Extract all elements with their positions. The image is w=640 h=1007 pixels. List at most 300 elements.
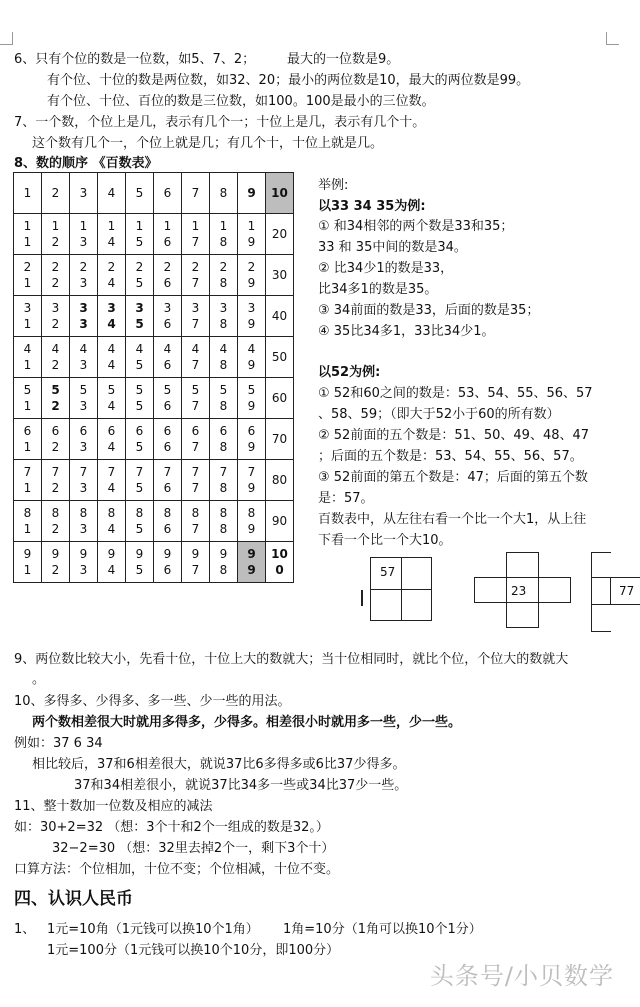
hundred-table-cell <box>126 501 154 542</box>
hundred-table-cell <box>42 460 70 501</box>
hundred-table-digit: 1 <box>191 219 200 233</box>
puzzle-grid-3 <box>591 552 640 632</box>
hundred-table-cell <box>126 337 154 378</box>
puzzle1-number: 57 <box>380 565 396 579</box>
puzzle2-cell-right <box>538 577 571 603</box>
hundred-table-digit: 2 <box>135 260 144 274</box>
hundred-table-digit: 9 <box>247 522 256 536</box>
hundred-table-digit: 2 <box>51 481 60 495</box>
hundred-table-cell <box>238 378 266 419</box>
hundred-table-digit: 3 <box>51 301 60 315</box>
hundred-table-digit: 9 <box>79 547 88 561</box>
hundred-table-cell <box>98 460 126 501</box>
hundred-table-digit: 8 <box>191 506 200 520</box>
hundred-table-digit: 4 <box>107 276 116 290</box>
hundred-table-digit: 1 <box>23 219 32 233</box>
hundred-table-row <box>14 378 294 419</box>
e33-line1: ① 和34相邻的两个数是33和35； <box>318 219 514 234</box>
hundred-table-cell <box>210 460 238 501</box>
hundred-table-digit: 2 <box>51 522 60 536</box>
hundred-table-digit: 4 <box>107 317 116 331</box>
e52-line1: ① 52和60之间的数是：53、54、55、56、57 <box>318 386 593 401</box>
s8-title: 8、数的顺序 《百数表》 <box>14 156 158 171</box>
hundred-table-row <box>14 460 294 501</box>
hundred-table-cell <box>126 460 154 501</box>
hundred-table-cell <box>266 501 294 542</box>
hundred-table-digit: 3 <box>79 358 88 372</box>
puzzle3-cell-top <box>591 552 611 578</box>
hundred-table-digit: 8 <box>219 481 228 495</box>
hundred-table-digit: 4 <box>107 440 116 454</box>
hundred-table-digit: 8 <box>107 506 116 520</box>
puzzle1-cell-bl <box>370 589 402 621</box>
puzzle1-cell-tl <box>370 557 402 590</box>
hundred-table-digit: 6 <box>219 424 228 438</box>
hundred-table-digit: 5 <box>219 383 228 397</box>
hundred-table-cell <box>98 337 126 378</box>
hundred-table-cell <box>70 214 98 255</box>
hundred-table-digit: 1 <box>135 219 144 233</box>
hundred-table-cell <box>154 214 182 255</box>
s10-line3: 例如：37 6 34 <box>14 736 103 751</box>
hundred-table-digit: 2 <box>247 260 256 274</box>
hundred-table-digit: 3 <box>79 235 88 249</box>
hundred-table-cell <box>210 542 238 583</box>
hundred-table-digit: 9 <box>247 399 256 413</box>
hundred-table-digit: 4 <box>107 186 116 200</box>
hundred-table-cell <box>14 501 42 542</box>
hundred-table-digit: 7 <box>51 465 60 479</box>
hundred-table-cell <box>126 296 154 337</box>
hundred-table-cell <box>98 296 126 337</box>
hundred-table-digit: 6 <box>107 424 116 438</box>
hundred-table-cell <box>126 419 154 460</box>
hundred-table-cell <box>14 255 42 296</box>
hundred-table-digit: 7 <box>191 276 200 290</box>
hundred-table-digit: 8 <box>163 506 172 520</box>
hundred-table-digit: 3 <box>79 399 88 413</box>
s10-line4: 相比较后，37和6相差很大，就说37比6多得多或6比37少得多。 <box>32 757 406 772</box>
money-line2: 1元=100分（1元钱可以换10个10分，即100分） <box>47 943 340 958</box>
hundred-table-digit: 2 <box>163 260 172 274</box>
hundred-table-digit: 8 <box>219 186 228 200</box>
hundred-table-digit: 9 <box>247 276 256 290</box>
hundred-table-digit: 7 <box>191 186 200 200</box>
hundred-table-digit: 8 <box>219 563 228 577</box>
hundred-table-digit: 8 <box>51 506 60 520</box>
hundred-table-digit: 2 <box>51 186 60 200</box>
hundred-table-digit: 9 <box>247 317 256 331</box>
hundred-table-digit: 5 <box>79 383 88 397</box>
hundred-table-digit: 2 <box>51 235 60 249</box>
hundred-table-cell <box>42 214 70 255</box>
hundred-table-digit: 8 <box>219 358 228 372</box>
hundred-table-cell <box>70 460 98 501</box>
hundred-table-digit: 7 <box>191 563 200 577</box>
e52-line3: ② 52前面的五个数是：51、50、49、48、47 <box>318 428 590 443</box>
hundred-table-digit: 7 <box>191 522 200 536</box>
hundred-table-digit: 6 <box>163 358 172 372</box>
s11-line4: 口算方法：个位相加，十位不变；个位相减，十位不变。 <box>14 862 340 877</box>
hundred-table-cell <box>70 255 98 296</box>
hundred-table-digit: 4 <box>107 563 116 577</box>
e33-line4: 比34多1的数是35。 <box>318 282 438 297</box>
hundred-table-digit: 4 <box>135 342 144 356</box>
hundred-table-digit: 9 <box>247 440 256 454</box>
hundred-table-digit: 6 <box>51 424 60 438</box>
hundred-table-digit: 3 <box>79 186 88 200</box>
hundred-table-digit: 3 <box>107 301 116 315</box>
puzzle1-cell-tr <box>401 557 432 590</box>
puzzle2-number: 23 <box>511 584 527 598</box>
e33-line3: ② 比34少1的数是33， <box>318 261 454 276</box>
hundred-table-cell <box>210 214 238 255</box>
hundred-table-digit: 1 <box>51 219 60 233</box>
hundred-table-digit: 3 <box>135 301 144 315</box>
hundred-table-cell <box>210 378 238 419</box>
hundred-table-digit: 3 <box>79 522 88 536</box>
hundred-table-digit: 8 <box>219 399 228 413</box>
hundred-table-digit: 30 <box>271 268 288 282</box>
hundred-table-digit: 2 <box>51 358 60 372</box>
hundred-table-digit: 8 <box>219 317 228 331</box>
hundred-table-digit: 2 <box>51 317 60 331</box>
hundred-table-digit: 4 <box>79 342 88 356</box>
hundred-table-digit: 6 <box>163 186 172 200</box>
hundred-table-cell <box>154 501 182 542</box>
hundred-table-digit: 9 <box>23 547 32 561</box>
hundred-table-digit: 6 <box>163 481 172 495</box>
hundred-table-digit: 1 <box>79 219 88 233</box>
hundred-table-cell <box>238 296 266 337</box>
e33-title: 以33 34 35为例: <box>318 199 426 214</box>
money-line1a: 1元=10角（1元钱可以换10个1角） <box>47 922 259 937</box>
hundred-table-digit: 1 <box>23 481 32 495</box>
hundred-table-digit: 6 <box>163 399 172 413</box>
s6-line1b: 最大的一位数是9。 <box>287 52 400 67</box>
hundred-table-cell <box>266 296 294 337</box>
hundred-table-digit: 10 <box>271 547 288 561</box>
hundred-table-digit: 6 <box>163 276 172 290</box>
hundred-table-cell <box>126 173 154 214</box>
hundred-table-cell <box>14 542 42 583</box>
hundred-table-digit: 3 <box>79 481 88 495</box>
hundred-table-digit: 9 <box>247 563 256 577</box>
hundred-table-cell <box>154 419 182 460</box>
rule-line1: 百数表中，从左往右看一个比一个大1，从上往 <box>318 512 587 527</box>
hundred-table-cell <box>182 378 210 419</box>
hundred-table-digit: 6 <box>23 424 32 438</box>
hundred-table-digit: 20 <box>271 227 288 241</box>
hundred-table-row <box>14 501 294 542</box>
hundred-table <box>13 172 294 583</box>
hundred-table-cell <box>182 501 210 542</box>
hundred-table-cell <box>70 378 98 419</box>
puzzle2-cell-left <box>474 577 507 603</box>
watermark: 头条号/小贝数学 <box>429 962 614 990</box>
hundred-table-digit: 3 <box>191 301 200 315</box>
hundred-table-digit: 7 <box>135 465 144 479</box>
hundred-table-digit: 7 <box>191 481 200 495</box>
hundred-table-digit: 2 <box>219 260 228 274</box>
hundred-table-digit: 6 <box>163 235 172 249</box>
hundred-table-digit: 1 <box>23 235 32 249</box>
hundred-table-digit: 70 <box>271 432 288 446</box>
hundred-table-row <box>14 173 294 214</box>
hundred-table-cell <box>238 542 266 583</box>
hundred-table-digit: 4 <box>107 342 116 356</box>
e52-line6: 是：57。 <box>318 491 374 506</box>
hundred-table-cell <box>182 214 210 255</box>
hundred-table-cell <box>42 173 70 214</box>
hundred-table-cell <box>238 501 266 542</box>
hundred-table-cell <box>14 173 42 214</box>
corner-mark-tr <box>606 32 619 45</box>
hundred-table-cell <box>126 214 154 255</box>
hundred-table-cell <box>210 501 238 542</box>
s10-line5: 37和34相差很小，就说37比34多一些或34比37少一些。 <box>74 778 408 793</box>
rule-line2: 下看一个比一个大10。 <box>318 533 452 548</box>
hundred-table-digit: 0 <box>275 563 284 577</box>
hundred-table-digit: 2 <box>51 440 60 454</box>
puzzle2-cell-center <box>506 577 539 603</box>
hundred-table-digit: 8 <box>219 440 228 454</box>
hundred-table-digit: 7 <box>247 465 256 479</box>
hundred-table-cell <box>14 460 42 501</box>
hundred-table-digit: 10 <box>271 186 288 200</box>
puzzle3-cell-mid-right <box>610 577 640 605</box>
hundred-table-digit: 2 <box>107 260 116 274</box>
hundred-table-cell <box>126 255 154 296</box>
hundred-table-digit: 6 <box>163 317 172 331</box>
hundred-table-cell <box>238 419 266 460</box>
hundred-table-digit: 1 <box>23 399 32 413</box>
money-num: 1、 <box>14 922 36 937</box>
hundred-table-cell <box>266 337 294 378</box>
hundred-table-cell <box>98 501 126 542</box>
hundred-table-cell <box>238 337 266 378</box>
hundred-table-cell <box>154 542 182 583</box>
hundred-table-cell <box>210 419 238 460</box>
hundred-table-digit: 5 <box>135 522 144 536</box>
s11-line2: 如：30+2=32 （想：3个十和2个一组成的数是32。） <box>14 820 329 835</box>
hundred-table-digit: 1 <box>23 522 32 536</box>
hundred-table-digit: 5 <box>135 186 144 200</box>
hundred-table-cell <box>42 542 70 583</box>
hundred-table-digit: 9 <box>247 547 256 561</box>
s10-line2: 两个数相差很大时就用多得多，少得多。相差很小时就用多一些，少一些。 <box>32 715 462 730</box>
hundred-table-digit: 3 <box>79 301 88 315</box>
hundred-table-digit: 6 <box>163 424 172 438</box>
hundred-table-digit: 7 <box>191 358 200 372</box>
hundred-table-digit: 1 <box>23 563 32 577</box>
hundred-table-digit: 5 <box>135 383 144 397</box>
hundred-table-digit: 8 <box>219 235 228 249</box>
hundred-table-cell <box>126 542 154 583</box>
hundred-table-digit: 3 <box>219 301 228 315</box>
hundred-table-digit: 8 <box>219 276 228 290</box>
s7-line2: 这个数有几个一，个位上就是几；有几个十，十位上就是几。 <box>32 136 384 151</box>
e52-line5: ③ 52前面的第五个数是：47；后面的第五个数 <box>318 470 588 485</box>
hundred-table-digit: 2 <box>51 399 60 413</box>
hundred-table-digit: 7 <box>219 465 228 479</box>
hundred-table-digit: 2 <box>23 260 32 274</box>
hundred-table-digit: 80 <box>271 473 288 487</box>
hundred-table-digit: 7 <box>191 317 200 331</box>
e52-title: 以52为例: <box>318 365 381 380</box>
hundred-table-cell <box>70 419 98 460</box>
hundred-table-cell <box>182 255 210 296</box>
s6-line2: 有个位、十位的数是两位数，如32、20；最小的两位数是10，最大的两位数是99。 <box>47 73 530 88</box>
hundred-table-digit: 1 <box>23 358 32 372</box>
hundred-table-digit: 9 <box>247 235 256 249</box>
hundred-table-cell <box>14 419 42 460</box>
hundred-table-cell <box>154 173 182 214</box>
hundred-table-digit: 1 <box>23 186 32 200</box>
e33-line2: 33 和 35中间的数是34。 <box>318 240 467 255</box>
hundred-table-digit: 6 <box>135 424 144 438</box>
hundred-table-cell <box>42 255 70 296</box>
hundred-table-digit: 5 <box>135 276 144 290</box>
hundred-table-digit: 4 <box>107 522 116 536</box>
hundred-table-digit: 7 <box>163 465 172 479</box>
hundred-table-digit: 8 <box>79 506 88 520</box>
hundred-table-cell <box>210 337 238 378</box>
hundred-table-digit: 8 <box>23 506 32 520</box>
hundred-table-digit: 60 <box>271 391 288 405</box>
puzzle1-cell-br <box>401 589 432 621</box>
hundred-table-digit: 9 <box>191 547 200 561</box>
s6-line3: 有个位、十位、百位的数是三位数，如100。100是最小的三位数。 <box>47 94 435 109</box>
hundred-table-digit: 4 <box>107 481 116 495</box>
hundred-table-digit: 4 <box>51 342 60 356</box>
hundred-table-digit: 9 <box>163 547 172 561</box>
hundred-table-cell <box>238 214 266 255</box>
hundred-table-digit: 6 <box>247 424 256 438</box>
hundred-table-cell <box>14 378 42 419</box>
hundred-table-digit: 3 <box>79 317 88 331</box>
hundred-table-cell <box>42 337 70 378</box>
hundred-table-digit: 4 <box>219 342 228 356</box>
hundred-table-digit: 5 <box>191 383 200 397</box>
hundred-table-digit: 3 <box>163 301 172 315</box>
hundred-table-cell <box>154 460 182 501</box>
hundred-table-row <box>14 296 294 337</box>
hundred-table-digit: 6 <box>79 424 88 438</box>
hundred-table-digit: 7 <box>191 235 200 249</box>
s11-line1: 11、整十数加一位数及相应的减法 <box>14 799 213 814</box>
hundred-table-digit: 7 <box>191 399 200 413</box>
hundred-table-digit: 9 <box>247 481 256 495</box>
hundred-table-cell <box>266 214 294 255</box>
puzzle2-cell-bottom <box>506 602 539 628</box>
puzzle1-cursor-mark <box>361 590 363 606</box>
hundred-table-cell <box>154 296 182 337</box>
hundred-table-digit: 5 <box>135 235 144 249</box>
hundred-table-row <box>14 255 294 296</box>
hundred-table-digit: 4 <box>191 342 200 356</box>
corner-mark-tl <box>0 32 13 45</box>
hundred-table-digit: 9 <box>51 547 60 561</box>
hundred-table-digit: 9 <box>107 547 116 561</box>
hundred-table-digit: 7 <box>191 440 200 454</box>
hundred-table-row <box>14 214 294 255</box>
hundred-table-digit: 9 <box>247 358 256 372</box>
section4-title: 四、认识人民币 <box>14 889 133 909</box>
hundred-table-digit: 8 <box>219 522 228 536</box>
hundred-table-digit: 8 <box>135 506 144 520</box>
puzzle-grid-2 <box>474 552 571 628</box>
s9-line1: 9、两位数比较大小，先看十位，十位上大的数就大；当十位相同时，就比个位，个位大的数就大 <box>14 652 569 667</box>
hundred-table-cell <box>182 173 210 214</box>
hundred-table-digit: 4 <box>163 342 172 356</box>
hundred-table-digit: 2 <box>51 563 60 577</box>
hundred-table-cell <box>70 501 98 542</box>
hundred-table-cell <box>154 255 182 296</box>
e33-line6: ④ 35比34多1，33比34少1。 <box>318 324 495 339</box>
hundred-table-row <box>14 542 294 583</box>
hundred-table-digit: 5 <box>23 383 32 397</box>
hundred-table-cell <box>14 296 42 337</box>
hundred-table-cell <box>238 173 266 214</box>
s6-line1a: 6、只有个位的数是一位数，如5、7、2； <box>14 52 256 67</box>
hundred-table-cell <box>70 542 98 583</box>
hundred-table-digit: 4 <box>107 399 116 413</box>
puzzle2-cell-top <box>506 552 539 578</box>
hundred-table-digit: 2 <box>51 260 60 274</box>
hundred-table-digit: 90 <box>271 514 288 528</box>
hundred-table-cell <box>98 419 126 460</box>
money-line1b: 1角=10分（1角可以换10个1分） <box>283 922 482 937</box>
hundred-table-digit: 5 <box>135 358 144 372</box>
e33-line5: ③ 34前面的数是33，后面的数是35； <box>318 303 540 318</box>
hundred-table-digit: 5 <box>135 317 144 331</box>
hundred-table-cell <box>210 173 238 214</box>
hundred-table-digit: 5 <box>135 481 144 495</box>
hundred-table-digit: 4 <box>107 358 116 372</box>
hundred-table-cell <box>182 542 210 583</box>
hundred-table-digit: 9 <box>247 186 256 200</box>
hundred-table-digit: 6 <box>163 563 172 577</box>
hundred-table-cell <box>98 378 126 419</box>
hundred-table-digit: 50 <box>271 350 288 364</box>
hundred-table-cell <box>154 337 182 378</box>
hundred-table-row <box>14 419 294 460</box>
hundred-table-digit: 9 <box>135 547 144 561</box>
puzzle3-number: 77 <box>619 584 635 598</box>
hundred-table-cell <box>266 173 294 214</box>
hundred-table-digit: 1 <box>23 440 32 454</box>
hundred-table-digit: 7 <box>23 465 32 479</box>
hundred-table-digit: 8 <box>219 506 228 520</box>
hundred-table-digit: 8 <box>247 506 256 520</box>
hundred-table-cell <box>154 378 182 419</box>
hundred-table-digit: 5 <box>135 399 144 413</box>
hundred-table-cell <box>182 337 210 378</box>
hundred-table-cell <box>266 460 294 501</box>
hundred-table-digit: 6 <box>163 440 172 454</box>
e52-line4: ；后面的五个数是：53、54、55、56、57。 <box>318 449 583 464</box>
hundred-table-cell <box>266 378 294 419</box>
hundred-table-cell <box>182 419 210 460</box>
hundred-table-cell <box>266 542 294 583</box>
hundred-table-digit: 5 <box>51 383 60 397</box>
hundred-table-cell <box>210 255 238 296</box>
hundred-table-digit: 7 <box>107 465 116 479</box>
hundred-table-digit: 3 <box>23 301 32 315</box>
hundred-table-cell <box>266 419 294 460</box>
hundred-table-cell <box>98 255 126 296</box>
